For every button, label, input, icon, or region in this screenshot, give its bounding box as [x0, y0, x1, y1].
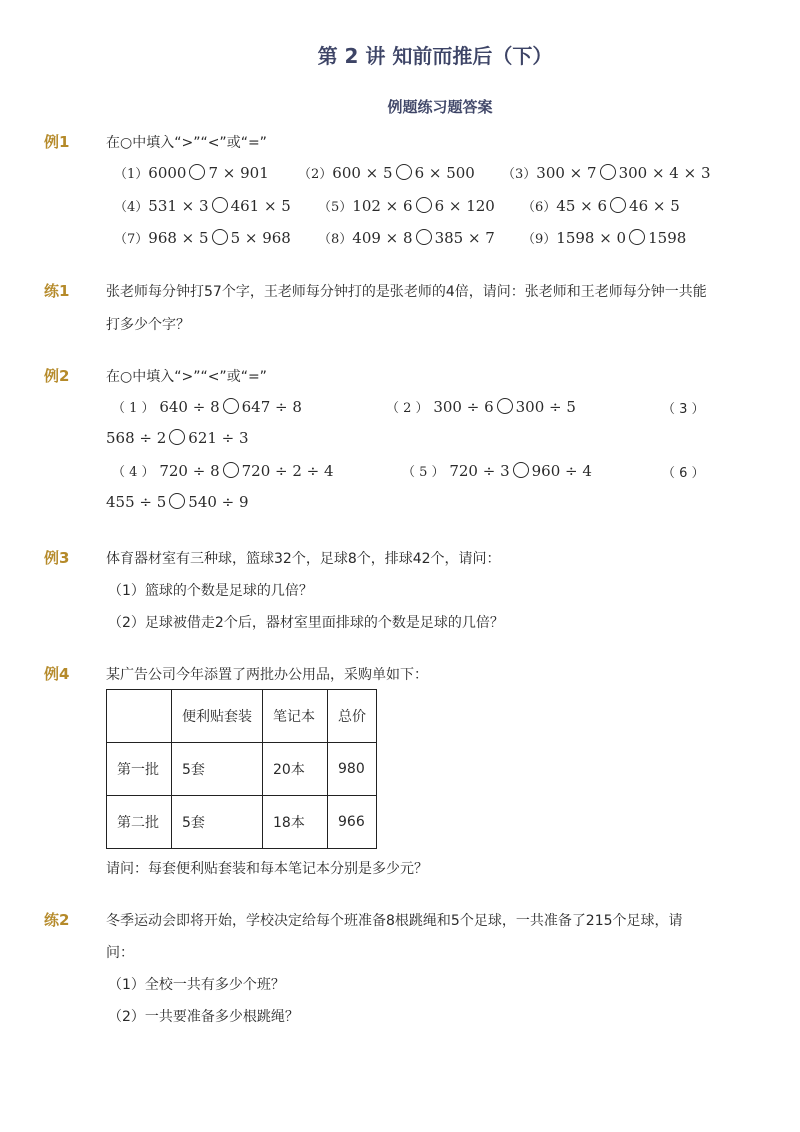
- example-1-label: 例1: [44, 133, 70, 151]
- ex2-item-2: （ 2 ） 300 ÷ 6 300 ÷ 5: [386, 398, 576, 416]
- practice-2-question-2: （2）一共要准备多少根跳绳？: [108, 1009, 299, 1025]
- ex2-item-1: （ 1 ） 640 ÷ 8 647 ÷ 8: [112, 398, 302, 416]
- ex2-item-6-number: （ 6 ）: [662, 466, 705, 481]
- table-cell: 18本: [263, 796, 328, 849]
- example-1-prompt: 在○中填入“>”“<”或“=”: [106, 135, 267, 151]
- table-header-cell: 总价: [328, 690, 377, 743]
- table-row: [107, 796, 377, 849]
- ex2-item-3: 568 ÷ 2 621 ÷ 3: [106, 429, 249, 447]
- table-cell: 966: [328, 796, 377, 849]
- ex1-item-8: （8）409 × 8 385 × 7: [318, 229, 495, 247]
- page-subtitle: 例题练习题答案: [387, 98, 493, 116]
- example-4-label: 例4: [44, 665, 70, 683]
- compare-circle[interactable]: [396, 164, 412, 180]
- practice-1-line-2: 打多少个字？: [106, 317, 190, 333]
- compare-circle[interactable]: [416, 229, 432, 245]
- ex1-item-5: （5）102 × 6 6 × 120: [318, 197, 495, 215]
- compare-circle[interactable]: [610, 197, 626, 213]
- compare-circle[interactable]: [600, 164, 616, 180]
- ex2-item-3-number: （ 3 ）: [662, 402, 705, 417]
- ex2-item-6: 455 ÷ 5 540 ÷ 9: [106, 493, 249, 511]
- ex2-item-5: （ 5 ） 720 ÷ 3 960 ÷ 4: [402, 462, 592, 480]
- compare-circle[interactable]: [189, 164, 205, 180]
- practice-2-line-2: 问：: [106, 945, 134, 961]
- practice-1-label: 练1: [44, 282, 70, 300]
- example-3-question-2: （2）足球被借走2个后，器材室里面排球的个数是足球的几倍？: [108, 615, 504, 631]
- table-row: [107, 743, 377, 796]
- page-title: 第 2 讲 知前而推后（下）: [317, 44, 553, 68]
- ex1-item-7: （7）968 × 5 5 × 968: [114, 229, 291, 247]
- ex1-item-2: （2）600 × 5 6 × 500: [298, 164, 475, 182]
- table-cell: 20本: [263, 743, 328, 796]
- compare-circle[interactable]: [223, 462, 239, 478]
- compare-circle[interactable]: [169, 493, 185, 509]
- table-header-row: [107, 690, 377, 743]
- ex1-item-6: （6）45 × 6 46 × 5: [522, 197, 680, 215]
- table-header-cell: 便利贴套装: [172, 690, 263, 743]
- ex1-item-4: （4）531 × 3 461 × 5: [114, 197, 291, 215]
- compare-circle[interactable]: [212, 197, 228, 213]
- compare-circle[interactable]: [513, 462, 529, 478]
- example-3-line-1: 体育器材室有三种球，篮球32个，足球8个，排球42个，请问：: [106, 551, 501, 567]
- purchase-table: [106, 689, 377, 849]
- ex1-item-3: （3）300 × 7 300 × 4 × 3: [502, 164, 711, 182]
- compare-circle[interactable]: [497, 398, 513, 414]
- example-2-label: 例2: [44, 367, 70, 385]
- example-3-question-1: （1）篮球的个数是足球的几倍？: [108, 583, 313, 599]
- example-3-label: 例3: [44, 549, 70, 567]
- compare-circle[interactable]: [169, 429, 185, 445]
- compare-circle[interactable]: [223, 398, 239, 414]
- table-cell: 第二批: [107, 796, 172, 849]
- practice-2-line-1: 冬季运动会即将开始，学校决定给每个班准备8根跳绳和5个足球，一共准备了215个足球，请: [106, 913, 683, 929]
- table-cell: 第一批: [107, 743, 172, 796]
- practice-2-label: 练2: [44, 911, 70, 929]
- compare-circle[interactable]: [212, 229, 228, 245]
- ex2-item-4: （ 4 ） 720 ÷ 8 720 ÷ 2 ÷ 4: [112, 462, 334, 480]
- table-cell: 5套: [172, 743, 263, 796]
- table-cell: 980: [328, 743, 377, 796]
- table-header-cell: [107, 690, 172, 743]
- compare-circle[interactable]: [629, 229, 645, 245]
- compare-circle[interactable]: [416, 197, 432, 213]
- example-4-line-1: 某广告公司今年添置了两批办公用品，采购单如下：: [106, 667, 428, 683]
- ex1-item-1: （1）6000 7 × 901: [114, 164, 269, 182]
- table-header-cell: 笔记本: [263, 690, 328, 743]
- practice-2-question-1: （1）全校一共有多少个班？: [108, 977, 285, 993]
- example-2-prompt: 在○中填入“>”“<”或“=”: [106, 369, 267, 385]
- practice-1-line-1: 张老师每分钟打57个字，王老师每分钟打的是张老师的4倍，请问：张老师和王老师每分钟一共能: [106, 284, 707, 300]
- ex1-item-9: （9）1598 × 0 1598: [522, 229, 687, 247]
- example-4-question: 请问：每套便利贴套装和每本笔记本分别是多少元？: [106, 861, 428, 877]
- table-cell: 5套: [172, 796, 263, 849]
